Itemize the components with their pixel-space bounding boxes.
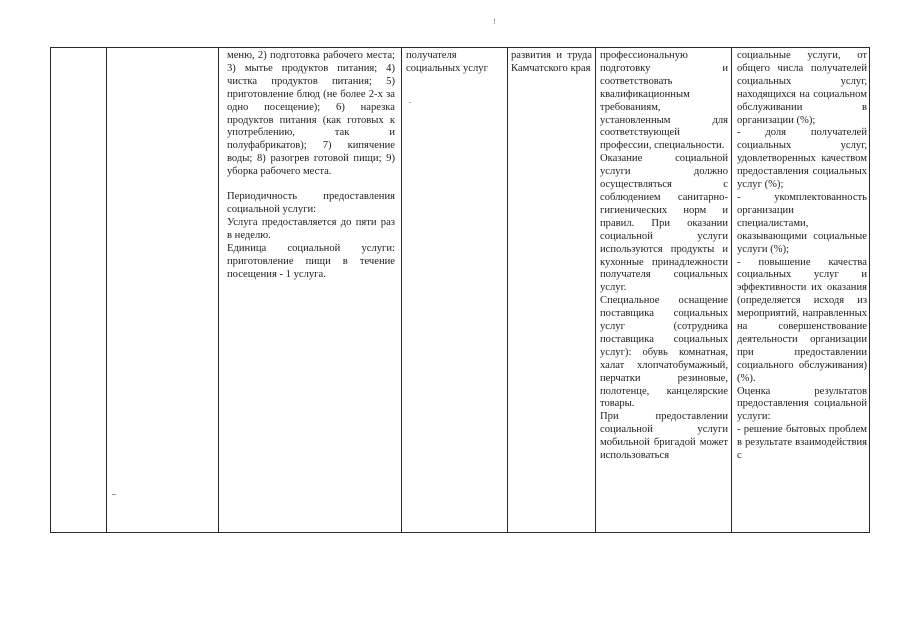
- indicator-paragraph: Оценка результатов предоставления социальной услуги:: [737, 385, 867, 423]
- column-divider: [731, 48, 732, 532]
- description-paragraph: меню, 2) подготовка рабочего места; 3) мытье продуктов питания; 4) чистка продуктов питания; 5) приготовление блюд (не более 2-х за одно посещение); 6) нарезка продуктов питания (как готовых к употреблению, так и полуфабрикатов); 7) кипячение воды; 8) разогрев готовой пищи; 9) уборка рабочего места.: [227, 50, 395, 178]
- periodicity-label: Периодичность предоставления социальной услуги:: [227, 191, 395, 215]
- cell-conditions: [600, 50, 728, 463]
- unit-text: Единица социальной услуги: приготовление пищи в течение посещения - 1 услуга.: [227, 242, 395, 280]
- recipient-text: получателя социальных услуг: [406, 50, 488, 74]
- cell-indicators: [737, 50, 867, 463]
- indicator-paragraph: - укомплектованность организации специалистами, оказывающими социальные услуги (%);: [737, 191, 867, 255]
- indicator-paragraph: - доля получателей социальных услуг, удовлетворенных качеством предоставления социальных услуг (%);: [737, 127, 867, 191]
- periodicity-value: Услуга предоставляется до пяти раз в неделю.: [227, 216, 395, 241]
- scan-mark: [409, 102, 411, 103]
- scan-mark: [112, 494, 116, 495]
- conditions-paragraph: Специальное оснащение поставщика социальных услуг (сотрудника поставщика социальных услуг): обувь комнатная, халат хлопчатобумажный, перчатки резиновые, полотенце, канцелярские товары.: [600, 295, 728, 410]
- conditions-paragraph: профессиональную подготовку и соответствовать квалификационным требованиям, установленным для соответствующей профессии, специальности.: [600, 50, 728, 152]
- conditions-paragraph: Оказание социальной услуги должно осуществляться с соблюдением санитарно-гигиенических норм и правил. При оказании социальной услуги используются продукты и кухонные принадлежности получателя социальных услуг.: [600, 153, 728, 294]
- column-divider: [218, 48, 219, 532]
- cell-ministry: [511, 50, 592, 76]
- column-divider: [507, 48, 508, 532]
- indicator-paragraph: - решение бытовых проблем в результате взаимодействия с: [737, 424, 867, 462]
- column-divider: [401, 48, 402, 532]
- conditions-paragraph: При предоставлении социальной услуги мобильной бригадой может использоваться: [600, 411, 728, 462]
- indicator-paragraph: социальные услуги, от общего числа получателей социальных услуг, находящихся на социальном обслуживании в организации (%);: [737, 50, 867, 126]
- column-divider: [595, 48, 596, 532]
- services-table: [50, 47, 870, 533]
- column-divider: [106, 48, 107, 532]
- cell-recipient: [406, 50, 504, 76]
- indicator-paragraph: - повышение качества социальных услуг и эффективности их оказания (определяется исходя из мероприятий, направленных на совершенствование деятельности организации при предоставлении социального обслуживания) (%).: [737, 256, 867, 384]
- cell-service-description: [227, 50, 395, 281]
- ministry-text: развития и труда Камчатского края: [511, 50, 592, 74]
- page-mark: !: [493, 17, 496, 26]
